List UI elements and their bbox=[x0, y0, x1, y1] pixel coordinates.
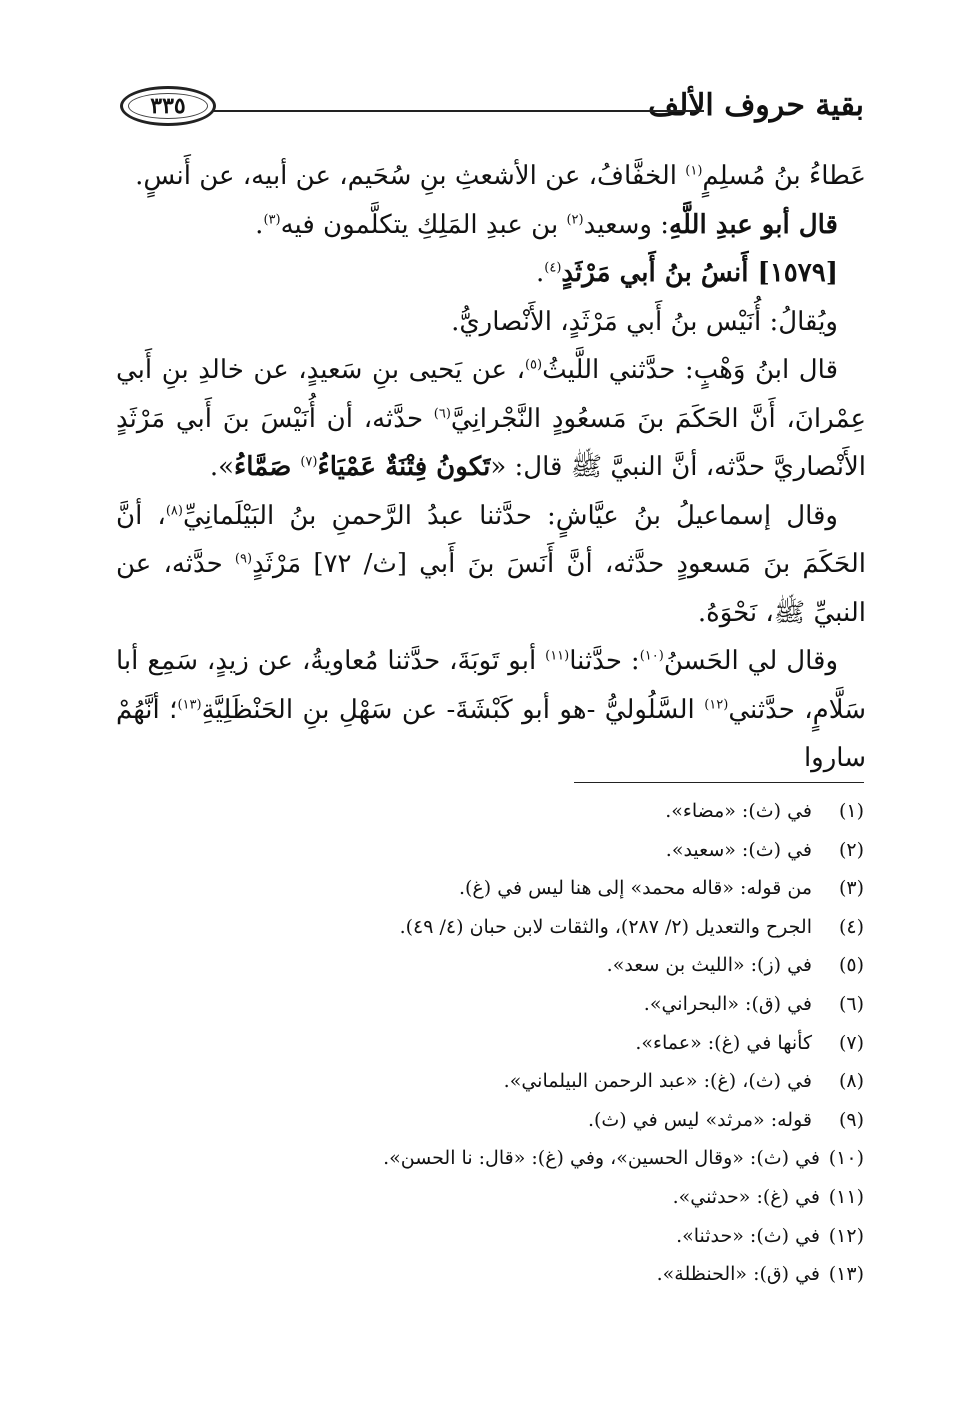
paragraph-7 bbox=[116, 637, 866, 783]
footnote-number: (٧) bbox=[838, 1031, 864, 1054]
paragraph-1 bbox=[116, 152, 866, 201]
speaker-label: قال أبو عبدِ اللَّهِ bbox=[669, 209, 838, 240]
header-rule bbox=[208, 110, 704, 112]
entry-heading bbox=[116, 249, 866, 298]
footnote-divider bbox=[574, 782, 864, 783]
page-number-badge bbox=[120, 86, 216, 126]
footnote-ref[interactable]: (٦) bbox=[433, 405, 451, 421]
footnote-text: في (ث): «حدثنا». bbox=[676, 1224, 820, 1247]
footnote-ref[interactable]: (١٠) bbox=[639, 648, 664, 664]
footnote-text: في (ث): «وقال الحسين»، وفي (غ): «قال: نا الحسن». bbox=[383, 1147, 820, 1170]
footnote-text: في (ث)، (غ): «عبد الرحمن البيلماني». bbox=[503, 1070, 812, 1093]
text-run: قال ابنُ وَهْبٍ: حدَّثني اللَّيثُ bbox=[542, 355, 838, 385]
footnote-ref[interactable]: (١٢) bbox=[704, 696, 729, 712]
running-header bbox=[120, 86, 864, 132]
footnote-item bbox=[110, 1062, 864, 1101]
footnote-item bbox=[110, 1101, 864, 1140]
text-run: ، عن يَحيى بنِ سَعيدٍ، عن خالدِ بنِ أَبي عِمْرانَ، أَنَّ الحَكَمَ بنَ مَسعُودٍ النَّجْرانِيَّ bbox=[116, 355, 866, 434]
footnote-item bbox=[110, 1139, 864, 1178]
footnote-item bbox=[110, 1217, 864, 1256]
footnote-text: من قوله: «قاله محمد» إلى هنا ليس في (غ). bbox=[458, 877, 812, 900]
footnote-item bbox=[110, 1178, 864, 1217]
footnote-text: قوله: «مرثد» ليس في (ث). bbox=[587, 1108, 812, 1131]
text-run: حدَّثه، أن أُنَيْسَ بنَ أَبي مَرْثَدٍ الأَنْصاريَّ حدَّثه، أنَّ النبيَّ ﷺ قال: « bbox=[116, 403, 866, 482]
footnote-number: (٩) bbox=[838, 1108, 864, 1131]
footnote-ref[interactable]: (١٣) bbox=[177, 696, 202, 712]
text-run: ، أنَّ الحَكَمَ بنَ مَسعودٍ حدَّثه، أنَّ أَنَسَ بنَ أَبي [ث/ ٧٢] مَرْثَدٍ bbox=[116, 500, 866, 579]
footnote-item bbox=[110, 831, 864, 870]
footnote-text: في (غ): «حدثني». bbox=[672, 1185, 820, 1208]
paragraph-6 bbox=[116, 492, 866, 638]
footnote-item bbox=[110, 1024, 864, 1063]
footnote-text: في (ث): «سعيد». bbox=[665, 838, 812, 861]
footnote-text: الجرح والتعديل (٢/ ٢٨٧)، والثقات لابن حبان (٤/ ٤٩). bbox=[399, 915, 812, 938]
footnote-text: في (ز): «الليث بن سعد». bbox=[606, 954, 812, 977]
footnote-number: (١١) bbox=[828, 1185, 864, 1208]
text-run: حدَّثه، عن النبيِّ ﷺ، نَحْوَهُ. bbox=[116, 549, 866, 628]
paragraph-5 bbox=[116, 346, 866, 492]
footnote-number: (٢) bbox=[838, 838, 864, 861]
footnote-number: (٦) bbox=[838, 992, 864, 1015]
text-run: ؛ أنَّهُمْ ساروا bbox=[116, 694, 866, 773]
footnote-ref[interactable]: (٣) bbox=[263, 211, 281, 227]
text-run: بن عبدِ المَلِكِ يتكلَّمون فيه bbox=[280, 209, 567, 240]
footnotes bbox=[110, 792, 864, 1294]
footnote-item bbox=[110, 1255, 864, 1294]
footnote-item bbox=[110, 792, 864, 831]
text-run: الخفَّافُ، عن الأشعثِ بنِ سُحَيم، عن أبيه، عن أَنسٍ. bbox=[135, 161, 686, 191]
footnote-ref[interactable]: (٥) bbox=[524, 357, 543, 373]
footnote-ref[interactable]: (١١) bbox=[545, 648, 570, 664]
text-run: عَطاءُ بنُ مُسلِمٍ bbox=[702, 161, 866, 191]
footnote-text: في (ق): «الحنظلة». bbox=[656, 1263, 820, 1286]
footnote-ref[interactable]: (٧) bbox=[300, 454, 318, 470]
text-run: : وسعيد bbox=[583, 209, 669, 240]
hadith-quote: تَكونُ فِتْنَةٌ عَمْيَاءُ bbox=[317, 452, 491, 482]
main-text bbox=[116, 152, 866, 783]
text-run: وقال لي الحَسنُ bbox=[663, 646, 839, 676]
text-run: وقال إسماعيلُ بنُ عيَّاشٍ: حدَّثنا عبدُ الرَّحمنِ بنُ البَيْلَمانِيِّ bbox=[182, 500, 838, 531]
footnote-number: (١٠) bbox=[828, 1147, 864, 1170]
footnote-text: في (ث): «مضاء». bbox=[665, 800, 812, 822]
footnote-item bbox=[110, 869, 864, 908]
text-run: ». bbox=[209, 452, 235, 482]
footnote-item bbox=[110, 946, 864, 985]
text-run: السَّلُوليُّ -هو أبو كَبْشَةَ- عن سَهْلِ بنِ الحَنْظَلِيَّةِ bbox=[201, 694, 705, 725]
chapter-title: بقية حروف الألف bbox=[648, 88, 864, 123]
footnote-number: (٤) bbox=[838, 915, 864, 938]
text-run: . bbox=[535, 258, 545, 288]
entry-title: [١٥٧٩] أَنسُ بنُ أَبي مَرْثَدٍ bbox=[561, 258, 838, 288]
footnote-number: (٥) bbox=[838, 954, 864, 977]
footnote-item bbox=[110, 985, 864, 1024]
footnote-item bbox=[110, 908, 864, 947]
page-number: ٣٣٥ bbox=[150, 93, 186, 119]
text-run: . bbox=[255, 209, 264, 240]
footnote-ref[interactable]: (٢) bbox=[566, 211, 584, 227]
footnote-number: (٣) bbox=[838, 877, 864, 900]
footnote-text: كأنها في (غ): «عماء». bbox=[635, 1031, 812, 1054]
footnote-number: (٨) bbox=[838, 1070, 864, 1093]
footnote-text: في (ق): «البحراني». bbox=[643, 992, 812, 1015]
hadith-quote: صَمَّاءُ bbox=[234, 452, 301, 482]
footnote-ref[interactable]: (١) bbox=[685, 163, 703, 179]
footnote-number: (١) bbox=[838, 800, 864, 822]
paragraph-2 bbox=[116, 201, 866, 250]
footnote-ref[interactable]: (٩) bbox=[234, 551, 253, 567]
footnote-number: (١٣) bbox=[828, 1263, 864, 1286]
text-run: ويُقالُ: أُنَيْس بنُ أَبي مَرْثَدٍ، الأَنْصاريُّ. bbox=[451, 306, 838, 337]
text-run: : حدَّثنا bbox=[569, 646, 640, 676]
paragraph-4 bbox=[116, 298, 866, 347]
footnote-ref[interactable]: (٤) bbox=[544, 260, 562, 276]
text-run: أبو تَوبَةَ، حدَّثنا مُعاويةُ، عن زيدٍ، سَمِع أبا سَلَّامٍ، حدَّثني bbox=[116, 646, 866, 725]
footnote-ref[interactable]: (٨) bbox=[165, 502, 183, 518]
footnote-number: (١٢) bbox=[828, 1224, 864, 1247]
